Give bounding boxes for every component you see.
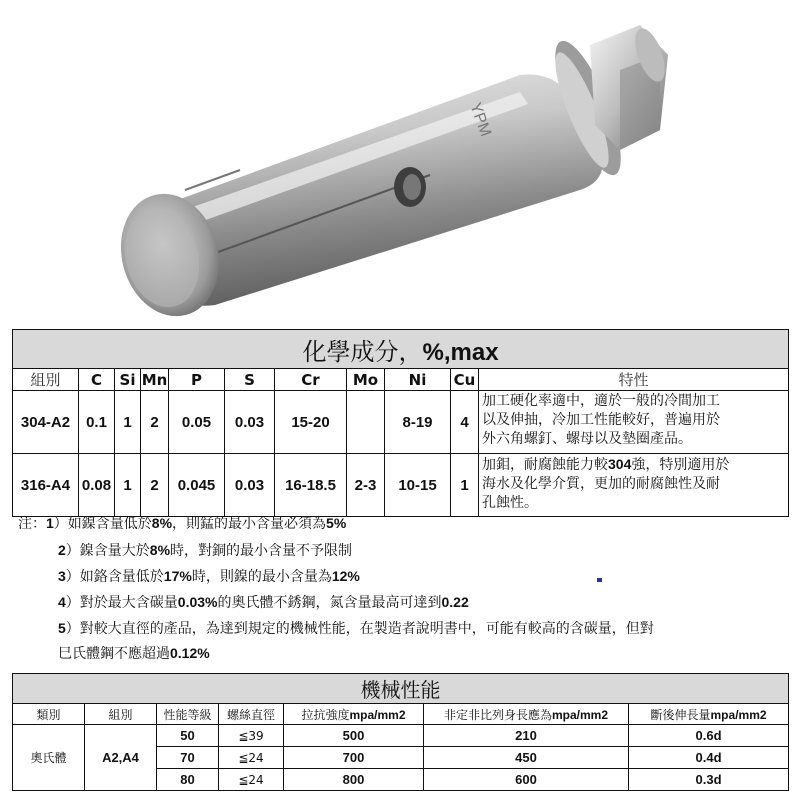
- cr-cell: 15-20: [275, 391, 347, 454]
- mn-cell: 2: [141, 454, 169, 517]
- mechanical-properties-table: [12, 673, 789, 791]
- diameter-cell: ≦39: [219, 725, 284, 747]
- yield-cell: 450: [424, 747, 629, 769]
- header-mo: Mo: [347, 369, 385, 391]
- p-cell: 0.05: [169, 391, 225, 454]
- header-diameter: 螺絲直徑: [219, 704, 284, 725]
- mn-cell: 2: [141, 391, 169, 454]
- mech-table-title: 機械性能: [13, 674, 789, 704]
- mech-header-row: [13, 704, 789, 725]
- header-grade: 組別: [85, 704, 157, 725]
- header-ni: Ni: [385, 369, 451, 391]
- cu-cell: 4: [451, 391, 479, 454]
- p-cell: 0.045: [169, 454, 225, 517]
- cr-cell: 16-18.5: [275, 454, 347, 517]
- note-2: 2）鎳含量大於8%時，對銅的最小含量不予限制: [58, 542, 353, 559]
- yield-cell: 600: [424, 769, 629, 791]
- mo-cell: [347, 391, 385, 454]
- elongation-cell: 0.6d: [629, 725, 789, 747]
- chem-table-title: 化學成分，%,max: [13, 330, 789, 369]
- level-cell: 70: [157, 747, 219, 769]
- engraving-text: YPM: [466, 100, 495, 139]
- grade-cell: 304-A2: [13, 391, 79, 454]
- tensile-cell: 700: [284, 747, 424, 769]
- chem-header-row: [13, 369, 789, 391]
- mo-cell: 2-3: [347, 454, 385, 517]
- si-cell: 1: [115, 391, 141, 454]
- table-row: [13, 725, 789, 747]
- elongation-cell: 0.3d: [629, 769, 789, 791]
- note-3: 3）如鉻含量低於17%時，則鎳的最小含量為12%: [58, 568, 360, 585]
- si-cell: 1: [115, 454, 141, 517]
- header-si: Si: [115, 369, 141, 391]
- header-elongation: 斷後伸長量mpa/mm2: [629, 704, 789, 725]
- cu-cell: 1: [451, 454, 479, 517]
- decorative-dot: [597, 578, 602, 582]
- ni-cell: 8-19: [385, 391, 451, 454]
- s-cell: 0.03: [225, 454, 275, 517]
- header-grade: 組別: [13, 369, 79, 391]
- diameter-cell: ≦24: [219, 769, 284, 791]
- chemical-composition-table: [12, 329, 789, 517]
- table-row: [13, 454, 789, 517]
- note-5-continued: 巳氏體鋼不應超過0.12%: [58, 645, 210, 662]
- header-s: S: [225, 369, 275, 391]
- type-cell: 奧氏體: [13, 725, 85, 791]
- header-level: 性能等級: [157, 704, 219, 725]
- header-p: P: [169, 369, 225, 391]
- grade-cell: A2,A4: [85, 725, 157, 791]
- diameter-cell: ≦24: [219, 747, 284, 769]
- note-5: 5）對較大直徑的產品，為達到規定的機械性能，在製造者說明書中，可能有較高的含碳量，但對: [58, 620, 654, 637]
- grade-cell: 316-A4: [13, 454, 79, 517]
- note-1: 注：1）如鎳含量低於8%，則錳的最小含量必須為5%: [18, 515, 347, 532]
- header-cr: Cr: [275, 369, 347, 391]
- ni-cell: 10-15: [385, 454, 451, 517]
- header-property: 特性: [479, 369, 789, 391]
- c-cell: 0.1: [79, 391, 115, 454]
- level-cell: 50: [157, 725, 219, 747]
- anchor-bolt-photo: [0, 0, 800, 330]
- elongation-cell: 0.4d: [629, 747, 789, 769]
- property-description: 加鉬，耐腐蝕能力較304強，特別適用於 海水及化學介質，更加的耐腐蝕性及耐 孔蝕性。: [479, 454, 789, 517]
- property-description: 加工硬化率適中，適於一般的冷間加工 以及伸抽，冷加工性能較好，普遍用於 外六角螺釘、螺母以及墊圈產品。: [479, 391, 789, 454]
- header-mn: Mn: [141, 370, 168, 389]
- header-cu: Cu: [451, 369, 479, 391]
- s-cell: 0.03: [225, 391, 275, 454]
- c-cell: 0.08: [79, 454, 115, 517]
- level-cell: 80: [157, 769, 219, 791]
- tensile-cell: 500: [284, 725, 424, 747]
- yield-cell: 210: [424, 725, 629, 747]
- header-c: C: [79, 369, 115, 391]
- tensile-cell: 800: [284, 769, 424, 791]
- header-type: 類別: [13, 704, 85, 725]
- header-yield: 非定非比列身長應為mpa/mm2: [424, 704, 629, 725]
- table-row: [13, 391, 789, 454]
- header-tensile: 拉抗強度mpa/mm2: [284, 704, 424, 725]
- note-4: 4）對於最大含碳量0.03%的奧氏體不銹鋼，氮含量最高可達到0.22: [58, 594, 469, 611]
